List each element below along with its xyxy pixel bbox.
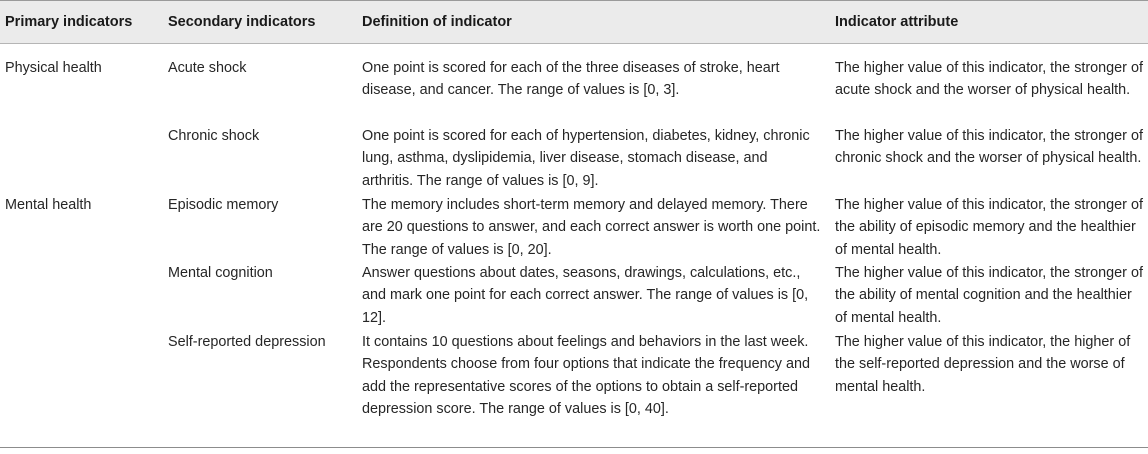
row-3-definition: The memory includes short-term memory and delayed memory. There are 20 questions to answer, and each correct answer is worth one point. The range of values is [0, 20]. [362,197,821,258]
row-4-definition: Answer questions about dates, seasons, drawings, calculations, etc., and mark one point for each correct answer. The range of values is [0, 12]. [362,265,809,326]
row-3-secondary: Episodic memory [168,197,279,213]
header-attribute: Indicator attribute [835,14,959,30]
row-1-secondary: Acute shock [168,60,247,76]
row-1-definition: One point is scored for each of the three diseases of stroke, heart disease, and cancer. The range of values is [0, 3]. [362,60,780,99]
row-1-primary: Physical health [5,60,102,76]
header-definition: Definition of indicator [362,14,512,30]
row-2-attribute: The higher value of this indicator, the stronger of chronic shock and the worser of physical health. [835,128,1143,167]
row-4-secondary: Mental cognition [168,265,273,281]
row-5-secondary: Self-reported depression [168,334,326,350]
row-3-attribute: The higher value of this indicator, the stronger of the ability of episodic memory and the healthier of mental health. [835,197,1143,258]
row-5-definition: It contains 10 questions about feelings and behaviors in the last week. Respondents choose from four options that indicate the frequency and add the representative scores of the options to obtain a self-reported depression score. The range of values is [0, 40]. [362,334,810,417]
header-primary-indicators: Primary indicators [5,14,133,30]
row-4-attribute: The higher value of this indicator, the stronger of the ability of mental cognition and the healthier of mental health. [835,265,1143,326]
header-secondary-indicators: Secondary indicators [168,14,316,30]
row-1-attribute: The higher value of this indicator, the stronger of acute shock and the worser of physical health. [835,60,1143,99]
row-2-definition: One point is scored for each of hypertension, diabetes, kidney, chronic lung, asthma, dyslipidemia, liver disease, stomach disease, and arthritis. The range of values is [0, 9]. [362,128,810,189]
row-5-attribute: The higher value of this indicator, the higher of the self-reported depression and the worse of mental health. [835,334,1131,395]
row-2-secondary: Chronic shock [168,128,260,144]
table-bottom-rule [0,447,1148,448]
row-3-primary: Mental health [5,197,92,213]
table-header [0,0,1148,44]
